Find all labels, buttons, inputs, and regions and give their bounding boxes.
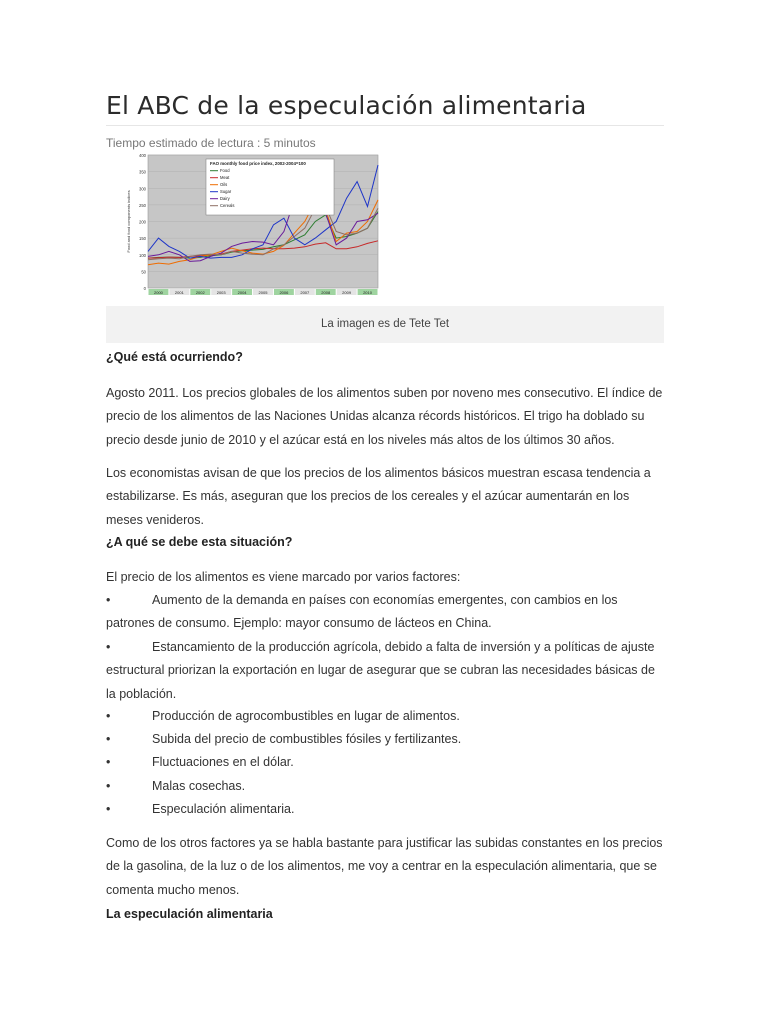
y-tick-label: 50 — [141, 269, 146, 275]
y-tick-label: 350 — [139, 169, 146, 175]
list-item-text: Producción de agrocombustibles en lugar de alimentos. — [152, 709, 460, 723]
x-tick-label: 2006 — [279, 289, 289, 295]
bullet-mark: • — [106, 732, 111, 746]
bullet-mark: • — [106, 779, 111, 793]
bullet-mark: • — [106, 593, 111, 607]
list-item — [106, 705, 666, 728]
legend-label: Dairy — [220, 196, 230, 201]
x-tick-label: 2009 — [342, 289, 352, 295]
legend-label: Cereals — [220, 203, 235, 208]
x-tick-label: 2003 — [216, 289, 226, 295]
paragraph-agosto-2011: Agosto 2011. Los precios globales de los alimentos suben por noveno mes consecutivo. El índice de precio de los alimentos de las Naciones Unidas alcanza récords históricos. El trigo ha doblado su precio desde junio de 2010 y el azúcar está en los niveles más altos de los últimos 30 años. — [106, 386, 663, 447]
x-tick-label: 2002 — [195, 289, 205, 295]
x-tick-label: 2005 — [258, 289, 268, 295]
y-tick-label: 0 — [143, 286, 146, 291]
reading-time: Tiempo estimado de lectura : 5 minutos — [106, 136, 316, 150]
food-price-chart — [118, 151, 382, 299]
bullet-mark: • — [106, 802, 111, 816]
image-caption: La imagen es de Tete Tet — [106, 306, 664, 343]
list-item — [106, 728, 666, 751]
x-tick-label: 2010 — [363, 289, 372, 295]
list-item-text: Fluctuaciones en el dólar. — [152, 755, 294, 769]
paragraph-otros-factores: Como de los otros factores ya se habla bastante para justificar las subidas constantes en los precios de la gasolina, de la luz o de los alimentos, me voy a centrar en la especulación alimentaria, que se comenta mucho menos. — [106, 836, 663, 897]
list-item-text: Estancamiento de la producción agrícola, debido a falta de inversión y a políticas de ajuste estructural priorizan la exportación en lugar de asegurar que se cubran las necesidades básicas de la población. — [106, 640, 655, 701]
bullet-mark: • — [106, 755, 111, 769]
bullet-mark: • — [106, 640, 111, 654]
y-tick-label: 200 — [139, 219, 146, 225]
bullet-mark: • — [106, 709, 111, 723]
y-tick-label: 400 — [139, 153, 146, 158]
list-item — [106, 636, 666, 706]
title-divider — [106, 125, 664, 126]
list-item — [106, 751, 666, 774]
list-item — [106, 775, 666, 798]
list-item-text: Especulación alimentaria. — [152, 802, 295, 816]
legend-label: Oils — [220, 182, 228, 187]
legend-label: Sugar — [220, 189, 232, 194]
legend-label: Food — [220, 168, 230, 173]
paragraph-factores-intro: El precio de los alimentos es viene marcado por varios factores: — [106, 570, 461, 584]
list-item-text: Subida del precio de combustibles fósiles y fertilizantes. — [152, 732, 462, 746]
x-tick-label: 2001 — [174, 289, 184, 295]
x-tick-label: 2000 — [154, 289, 163, 295]
paragraph-economistas: Los economistas avisan de que los precios de los alimentos básicos muestran escasa tendencia a estabilizarse. Es más, aseguran que los precios de los cereales y el azúcar aumentarán en los meses venideros. — [106, 466, 651, 527]
section-heading-a-que-se-debe: ¿A qué se debe esta situación? — [106, 535, 293, 549]
x-tick-label: 2008 — [321, 289, 331, 295]
legend-label: Meat — [220, 175, 230, 180]
section-heading-que-esta-ocurriendo: ¿Qué está ocurriendo? — [106, 350, 243, 364]
y-tick-label: 250 — [139, 202, 146, 208]
y-tick-label: 150 — [139, 236, 146, 242]
y-tick-label: 300 — [139, 186, 146, 192]
list-item — [106, 798, 666, 821]
y-axis-label: Food and food components indices — [126, 190, 131, 253]
y-tick-label: 100 — [139, 252, 146, 258]
x-tick-label: 2004 — [237, 289, 247, 295]
list-item-text: Malas cosechas. — [152, 779, 246, 793]
list-item-text: Aumento de la demanda en países con economías emergentes, con cambios en los patrones de consumo. Ejemplo: mayor consumo de lácteos en China. — [106, 593, 618, 631]
article-title: El ABC de la especulación alimentaria — [106, 91, 587, 120]
section-heading-especulacion: La especulación alimentaria — [106, 907, 273, 921]
x-tick-label: 2007 — [300, 289, 310, 295]
chart-title: FAO monthly food price index, 2002-2004=100 — [210, 161, 306, 166]
list-item — [106, 589, 666, 636]
